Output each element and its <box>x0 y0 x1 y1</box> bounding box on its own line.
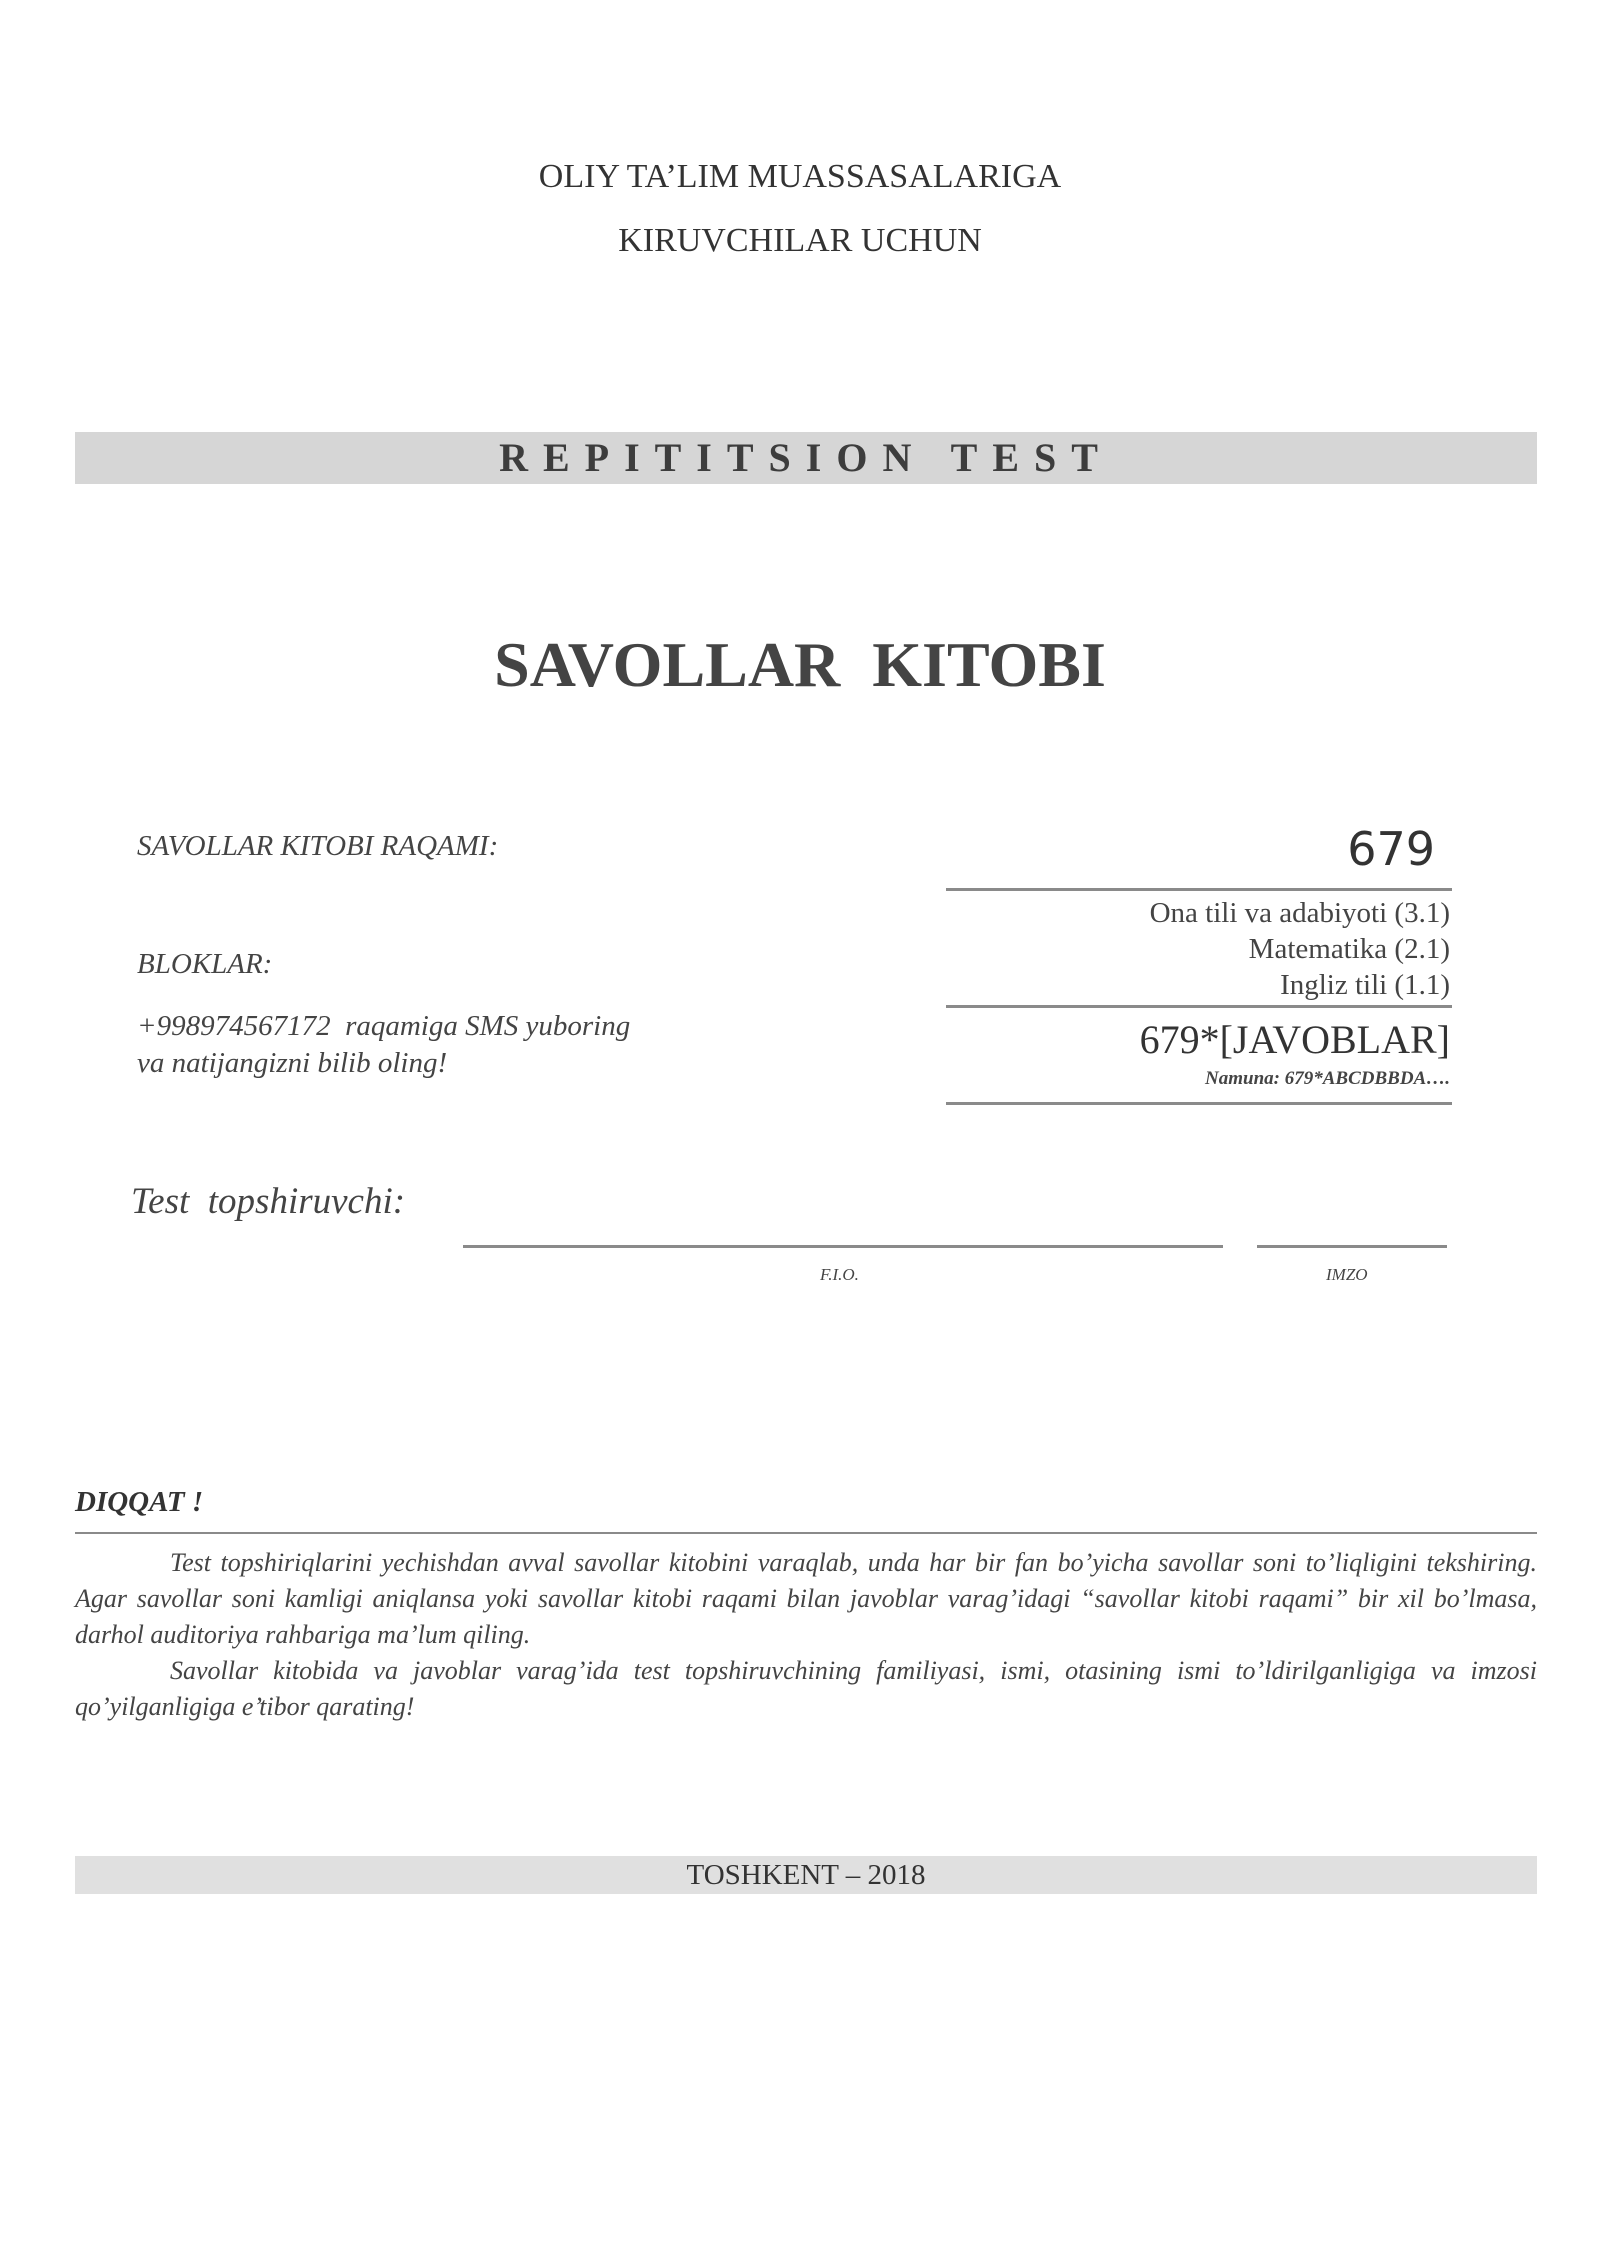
divider <box>946 1102 1452 1105</box>
blocks-label: BLOKLAR: <box>137 948 273 980</box>
test-taker-label: Test topshiruvchi: <box>131 1181 406 1222</box>
fio-label: F.I.O. <box>820 1265 859 1284</box>
notice-title: DIQQAT ! <box>75 1486 204 1518</box>
footer-banner <box>75 1856 1537 1894</box>
header-line-1: OLIY TA’LIM MUASSASALARIGA <box>538 158 1062 195</box>
book-number: 679 <box>1347 822 1435 876</box>
header-line-2: KIRUVCHILAR UCHUN <box>618 222 982 259</box>
sms-code: 679*[JAVOBLAR] <box>1139 1017 1450 1062</box>
sms-instruction <box>137 1008 630 1082</box>
page-title: SAVOLLAR KITOBI <box>494 629 1106 700</box>
notice-paragraph: Test topshiriqlarini yechishdan avval savollar kitobini varaqlab, unda har bir fan bo’yicha savollar soni to’liqligini tekshiring. Agar savollar soni kamligi aniqlansa yoki savollar kitobi raqami bilan javoblar varag’idagi “savollar kitobi raqami” bir xil bo’lmasa, darhol auditoriya rahbariga ma’lum qiling. <box>75 1548 1537 1649</box>
divider <box>946 1005 1452 1008</box>
block-item: Ingliz tili (1.1) <box>1280 969 1450 1001</box>
fio-field[interactable] <box>463 1245 1223 1248</box>
footer-text: TOSHKENT – 2018 <box>686 1859 926 1891</box>
sms-line-1: +998974567172 raqamiga SMS yuboring <box>137 1010 631 1042</box>
divider <box>75 1532 1537 1534</box>
sms-sample: Namuna: 679*ABCDBBDA…. <box>1205 1068 1450 1089</box>
signature-label: IMZO <box>1326 1265 1368 1284</box>
signature-field[interactable] <box>1257 1245 1447 1248</box>
block-item: Matematika (2.1) <box>1248 933 1450 965</box>
notice-body <box>75 1545 1537 1725</box>
block-item: Ona tili va adabiyoti (3.1) <box>1149 897 1450 929</box>
sms-line-2: va natijangizni bilib oling! <box>137 1047 448 1079</box>
divider <box>946 888 1452 891</box>
book-number-label: SAVOLLAR KITOBI RAQAMI: <box>137 830 499 862</box>
notice-paragraph: Savollar kitobida va javoblar varag’ida test topshiruvchining familiyasi, ismi, otasining ismi to’ldirilganligiga va imzosi qo’yilganligiga e’tibor qarating! <box>75 1656 1537 1721</box>
banner-text: REPITITSION TEST <box>499 435 1113 480</box>
title-banner <box>75 432 1537 484</box>
